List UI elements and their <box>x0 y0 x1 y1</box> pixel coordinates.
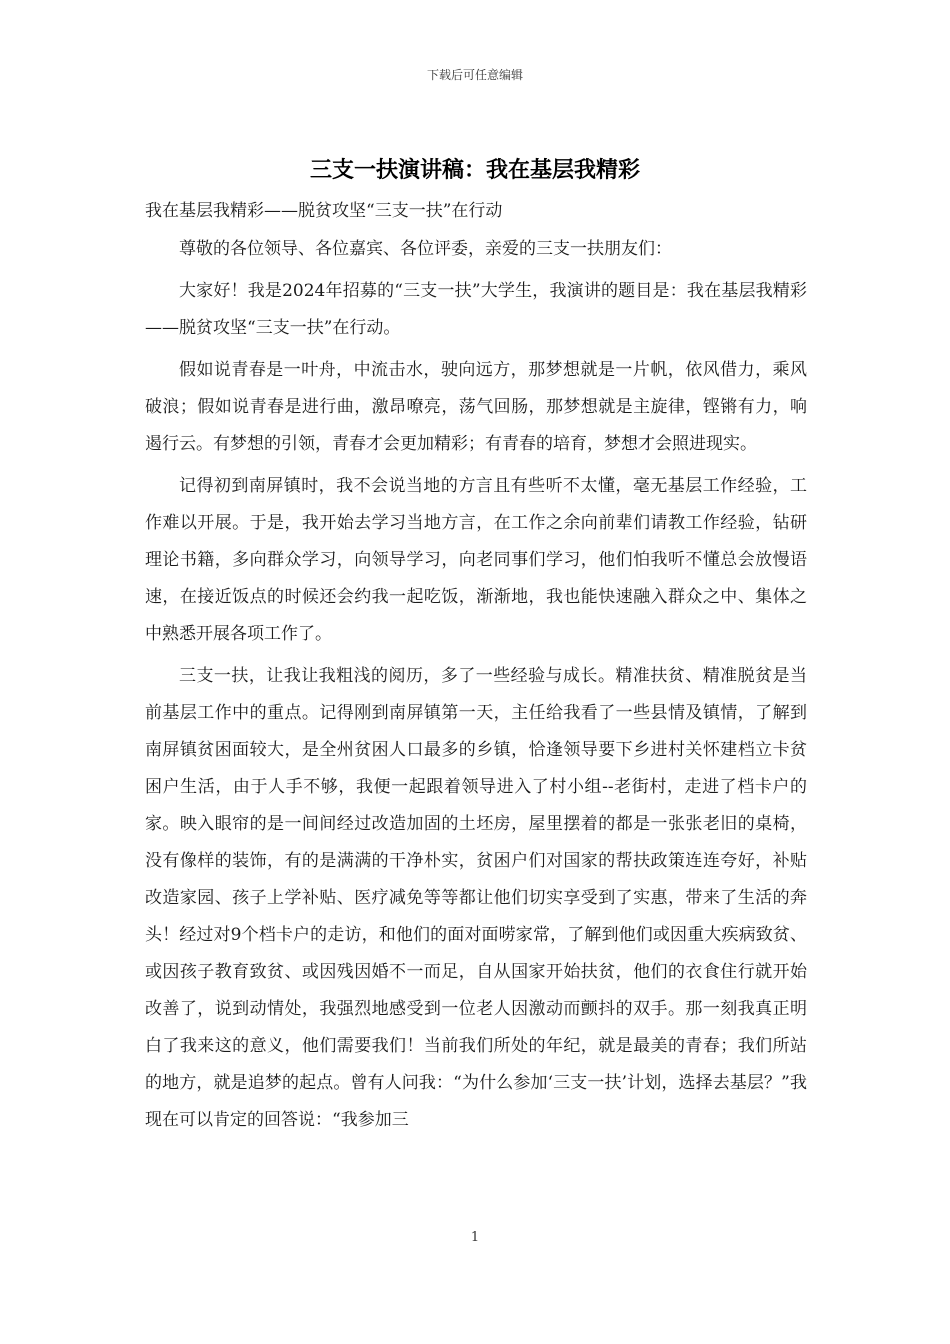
body-paragraph-poverty-visit: 三支一扶，让我让我粗浅的阅历，多了一些经验与成长。精准扶贫、精准脱贫是当前基层工作中的重点。记得刚到南屏镇第一天，主任给我看了一些县情及镇情，了解到南屏镇贫困面较大，是全州贫困人口最多的乡镇，恰逢领导要下乡进村关怀建档立卡贫困户生活，由于人手不够，我便一起跟着领导进入了村小组--老街村，走进了档卡户的家。映入眼帘的是一间间经过改造加固的土坯房，屋里摆着的都是一张张老旧的桌椅，没有像样的装饰，有的是满满的干净朴实，贫困户们对国家的帮扶政策连连夸好，补贴改造家园、孩子上学补贴、医疗减免等等都让他们切实享受到了实惠，带来了生活的奔头！经过对9个档卡户的走访，和他们的面对面唠家常，了解到他们或因重大疾病致贫、或因孩子教育致贫、或因残因婚不一而足，自从国家开始扶贫，他们的衣食住行就开始改善了，说到动情处，我强烈地感受到一位老人因激动而颤抖的双手。那一刻我真正明白了我来这的意义，他们需要我们！当前我们所处的年纪，就是最美的青春；我们所站的地方，就是追梦的起点。曾有人问我：“为什么参加‘三支一扶’计划，选择去基层？”我现在可以肯定的回答说：“我参加三 <box>145 666 807 1130</box>
body-paragraph-intro: 大家好！我是2024年招募的“三支一扶”大学生，我演讲的题目是：我在基层我精彩——脱贫攻坚“三支一扶”在行动。 <box>145 281 807 338</box>
document-title: 三支一扶演讲稿：我在基层我精彩 <box>309 157 640 183</box>
body-paragraph-youth-dream: 假如说青春是一叶舟，中流击水，驶向远方，那梦想就是一片帆，依风借力，乘风破浪；假如说青春是进行曲，激昂嘹亮，荡气回肠，那梦想就是主旋律，铿锵有力，响遏行云。有梦想的引领，青春才会更加精彩；有青春的培育，梦想才会照进现实。 <box>145 360 807 454</box>
document-subtitle: 我在基层我精彩——脱贫攻坚“三支一扶”在行动 <box>145 201 503 221</box>
document-body <box>145 231 807 1144</box>
body-paragraph-salutation: 尊敬的各位领导、各位嘉宾、各位评委，亲爱的三支一扶朋友们： <box>179 239 672 259</box>
page-header-note: 下载后可任意编辑 <box>426 68 523 82</box>
page-number: 1 <box>470 1230 480 1245</box>
body-paragraph-arrival: 记得初到南屏镇时，我不会说当地的方言且有些听不太懂，毫无基层工作经验，工作难以开展。于是，我开始去学习当地方言，在工作之余向前辈们请教工作经验，钻研理论书籍，多向群众学习，向领导学习，向老同事们学习，他们怕我听不懂总会放慢语速，在接近饭点的时候还会约我一起吃饭，渐渐地，我也能快速融入群众之中、集体之中熟悉开展各项工作了。 <box>145 476 807 644</box>
